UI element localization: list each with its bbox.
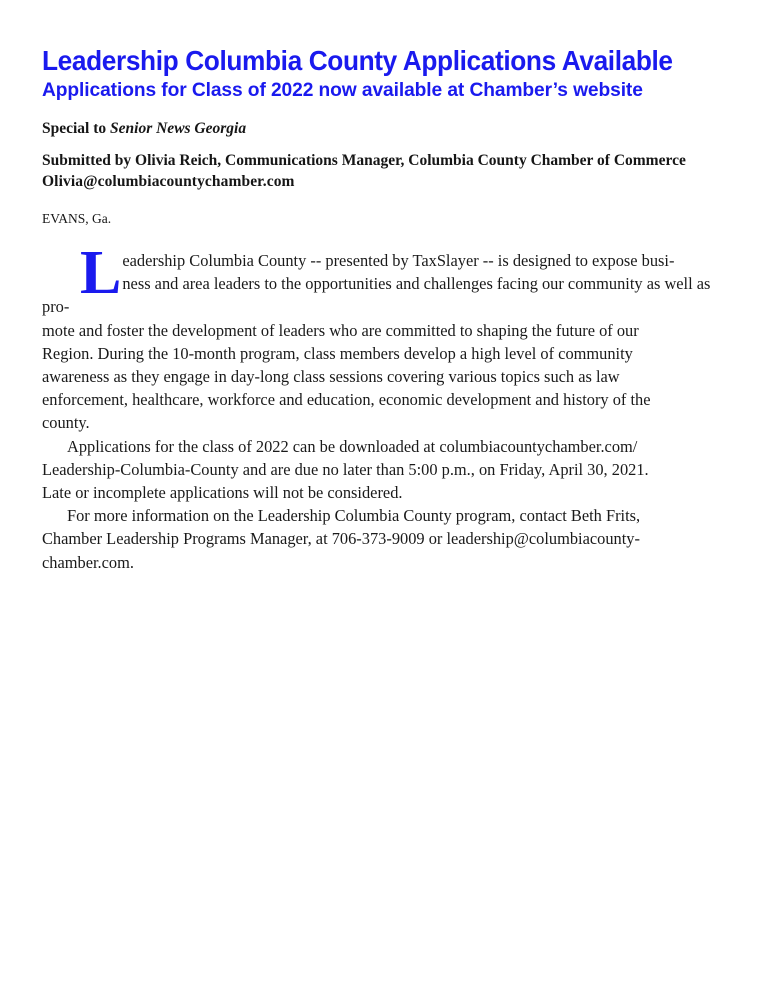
paragraph-applications (42, 435, 726, 505)
dateline: EVANS, Ga. (42, 211, 112, 226)
page-subtitle: Applications for Class of 2022 now available at Chamber’s website (42, 79, 643, 101)
body-line: enforcement, healthcare, workforce and education, economic development and history of the (42, 390, 651, 410)
paragraph-intro (42, 239, 726, 435)
special-to-line (42, 119, 726, 138)
body-line: Region. During the 10-month program, class members develop a high level of community (42, 343, 633, 363)
paragraph-contact (42, 504, 726, 574)
body-line: Chamber Leadership Programs Manager, at 706-373-9009 or leadership@columbiacounty- (42, 529, 640, 549)
page-title: Leadership Columbia County Applications Available (42, 45, 673, 76)
special-to-prefix: Special to (42, 120, 111, 137)
author-email: Olivia@columbiacountychamber.com (42, 172, 295, 190)
body-line: mote and foster the development of leaders who are committed to shaping the future of our (42, 320, 639, 340)
submitted-by-line: Submitted by Olivia Reich, Communications Manager, Columbia County Chamber of Commerce (42, 152, 686, 169)
body-line: county. (42, 413, 90, 433)
body-line: chamber.com. (42, 552, 134, 572)
body-line: For more information on the Leadership Columbia County program, contact Beth Frits, (67, 506, 641, 526)
drop-cap: L (80, 239, 122, 307)
publication-name: Senior News Georgia (110, 120, 247, 137)
body-line: awareness as they engage in day-long class sessions covering various topics such as law (42, 367, 620, 387)
article-content (42, 46, 726, 574)
article-body (42, 239, 726, 574)
submitted-by-block (42, 151, 726, 192)
body-line: Late or incomplete applications will not be considered. (42, 483, 403, 503)
body-line: Leadership-Columbia-County and are due no later than 5:00 p.m., on Friday, April 30, 2021. (42, 459, 649, 479)
body-line: ness and area leaders to the opportunities and challenges facing our community as well as pro- (42, 274, 711, 317)
body-line: Applications for the class of 2022 can be downloaded at columbiacountychamber.com/ (67, 436, 638, 456)
body-line: eadership Columbia County -- presented by TaxSlayer -- is designed to expose busi- (122, 251, 675, 270)
